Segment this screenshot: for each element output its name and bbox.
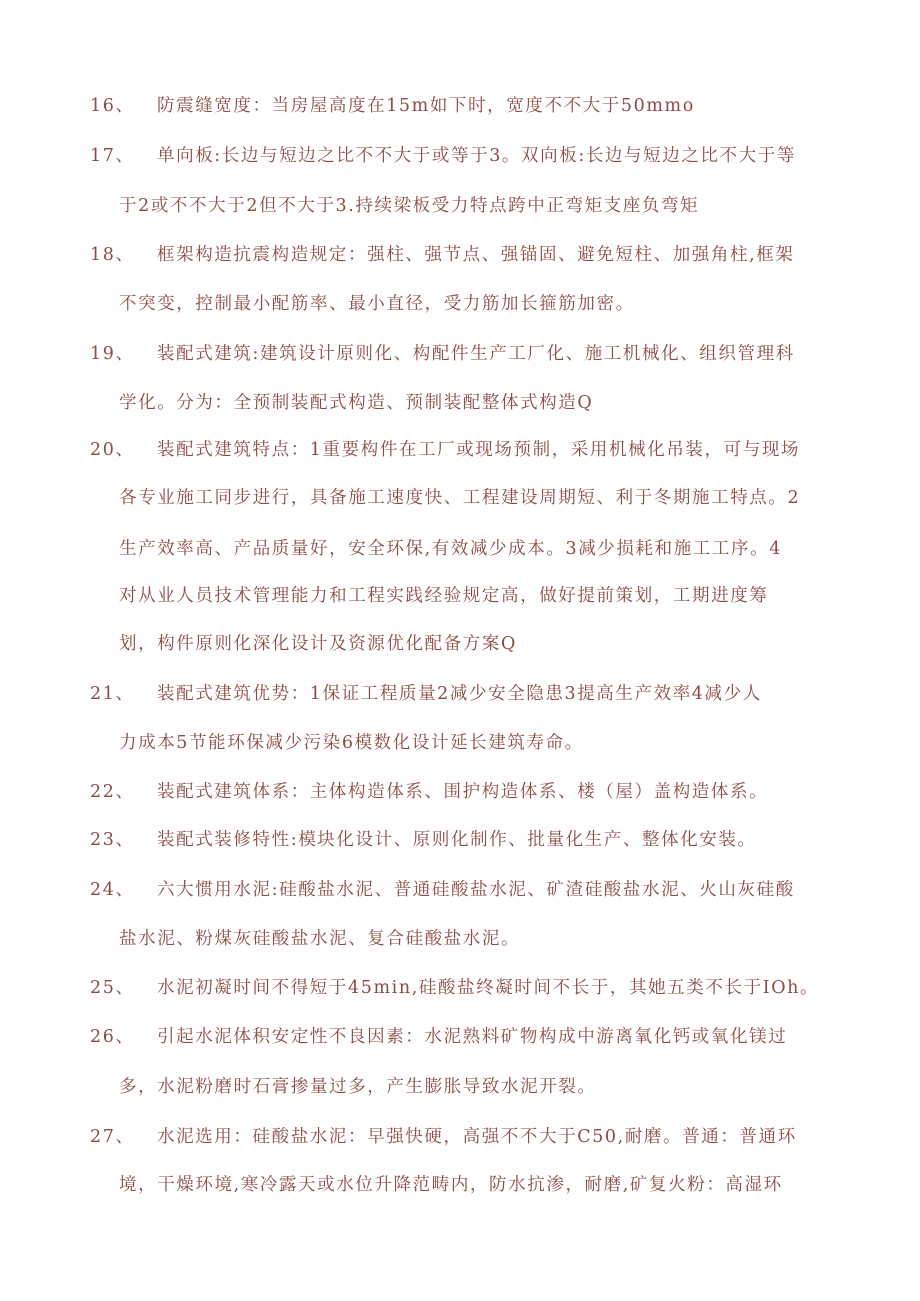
item-text-line: 水泥初凝时间不得短于45min,硅酸盐终凝时间不长于，其她五类不长于IOh。 [157, 978, 820, 998]
item-text-line: 装配式建筑:建筑设计原则化、构配件生产工厂化、施工机械化、组织管理科 [157, 344, 795, 364]
item-text-line: 六大惯用水泥:硅酸盐水泥、普通硅酸盐水泥、矿渣硅酸盐水泥、火山灰硅酸 [157, 880, 795, 900]
item-text-line: 水泥选用：硅酸盐水泥：早强快硬，高强不不大于C50,耐磨。普通：普通环 [157, 1127, 797, 1147]
item-text-line: 不突变，控制最小配筋率、最小直径，受力筋加长箍筋加密。 [119, 294, 635, 314]
item-number: 20、 [90, 440, 135, 460]
item-text-line: 多，水泥粉磨时石膏掺量过多，产生膨胀导致水泥开裂。 [119, 1077, 597, 1097]
item-text-line: 盐水泥、粉煤灰硅酸盐水泥、复合硅酸盐水泥。 [119, 929, 521, 949]
item-number: 16、 [90, 96, 135, 116]
item-text-line: 框架构造抗震构造规定：强柱、强节点、强锚固、避免短柱、加强角柱,框架 [157, 245, 795, 265]
item-text-line: 各专业施工同步进行，具备施工速度快、工程建设周期短、利于冬期施工特点。2 [119, 488, 801, 508]
item-text-line: 学化。分为：全预制装配式构造、预制装配整体式构造Q [119, 393, 594, 413]
item-text-line: 装配式装修特性:模块化设计、原则化制作、批量化生产、整体化安装。 [157, 830, 757, 850]
item-number: 17、 [90, 146, 135, 166]
item-text-line: 防震缝宽度：当房屋高度在15m如下时，宽度不不大于50mmo [157, 96, 695, 116]
item-number: 25、 [90, 978, 135, 998]
item-number: 21、 [90, 684, 135, 704]
item-number: 18、 [90, 245, 135, 265]
item-text-line: 于2或不不大于2但不大于3.持续梁板受力特点跨中正弯矩支座负弯矩 [119, 196, 700, 216]
item-number: 26、 [90, 1027, 135, 1047]
item-text-line: 划，构件原则化深化设计及资源优化配备方案Q [119, 634, 517, 654]
item-text-line: 境，干燥环境,寒冷露天或水位升降范畴内，防水抗渗，耐磨,矿复火粉：高湿环 [119, 1175, 783, 1195]
item-number: 23、 [90, 830, 135, 850]
item-text-line: 装配式建筑优势：1保证工程质量2减少安全隐患3提高生产效率4减少人 [157, 684, 762, 704]
item-text-line: 力成本5节能环保减少污染6模数化设计延长建筑寿命。 [119, 733, 584, 753]
item-number: 27、 [90, 1127, 135, 1147]
item-number: 22、 [90, 782, 135, 802]
item-number: 19、 [90, 344, 135, 364]
item-text-line: 装配式建筑体系：主体构造体系、围护构造体系、楼（屋）盖构造体系。 [157, 782, 769, 802]
item-text-line: 引起水泥体积安定性不良因素：水泥熟料矿物构成中游离氧化钙或氧化镁过 [157, 1027, 788, 1047]
item-text-line: 装配式建筑特点：1重要构件在工厂或现场预制，采用机械化吊装，可与现场 [157, 440, 801, 460]
item-number: 24、 [90, 880, 135, 900]
item-text-line: 对从业人员技术管理能力和工程实践经验规定高，做好提前策划，工期进度筹 [119, 586, 769, 606]
item-text-line: 单向板:长边与短边之比不不大于或等于3。双向板:长边与短边之比不大于等 [157, 146, 796, 166]
item-text-line: 生产效率高、产品质量好，安全环保,有效减少成本。3减少损耗和施工工序。4 [119, 539, 782, 559]
